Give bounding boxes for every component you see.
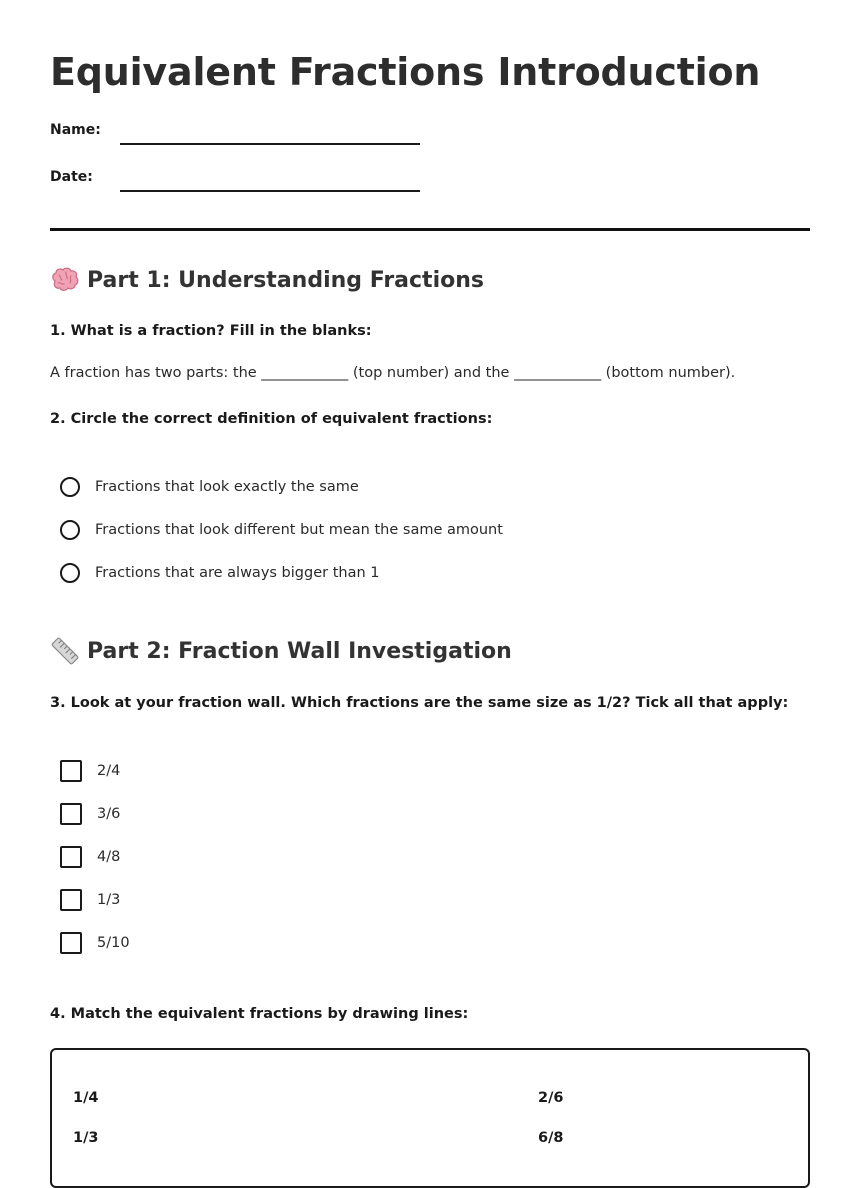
- question-1-prompt: 1. What is a fraction? Fill in the blanks:: [50, 323, 372, 339]
- definition-option-1-label: Fractions that look exactly the same: [95, 479, 359, 495]
- part1-heading: [50, 266, 484, 294]
- checkbox[interactable]: [60, 889, 82, 911]
- checkbox[interactable]: [60, 932, 82, 954]
- fraction-option-label: 1/3: [97, 892, 121, 908]
- fraction-option-label: 4/8: [97, 849, 121, 865]
- question-4-prompt: 4. Match the equivalent fractions by drawing lines:: [50, 1006, 469, 1022]
- fraction-checkbox-option[interactable]: [60, 887, 120, 913]
- date-field-row: [50, 169, 470, 193]
- part2-heading-text: Part 2: Fraction Wall Investigation: [87, 638, 512, 664]
- definition-option-3-label: Fractions that are always bigger than 1: [95, 565, 380, 581]
- page-title: Equivalent Fractions Introduction: [50, 50, 761, 94]
- definition-option-2[interactable]: [60, 517, 503, 543]
- definition-option-3[interactable]: [60, 560, 379, 586]
- fraction-option-label: 2/4: [97, 763, 121, 779]
- definition-option-1[interactable]: [60, 474, 359, 500]
- header-divider: [50, 228, 810, 231]
- name-input-line[interactable]: [120, 143, 420, 145]
- radio-circle[interactable]: [60, 520, 80, 540]
- match-left-item[interactable]: 1/4: [73, 1090, 99, 1106]
- checkbox[interactable]: [60, 760, 82, 782]
- date-label: Date:: [50, 169, 93, 185]
- checkbox[interactable]: [60, 803, 82, 825]
- brain-icon: [50, 266, 80, 294]
- match-right-item[interactable]: 6/8: [538, 1130, 564, 1146]
- question-1-fill-in-text: A fraction has two parts: the ____________ (top number) and the ____________ (bottom number).: [50, 365, 736, 381]
- name-label: Name:: [50, 122, 101, 138]
- fraction-checkbox-option[interactable]: [60, 801, 120, 827]
- fraction-checkbox-option[interactable]: [60, 844, 120, 870]
- question-2-prompt: 2. Circle the correct definition of equivalent fractions:: [50, 411, 493, 427]
- fraction-option-label: 5/10: [97, 935, 130, 951]
- match-right-item[interactable]: 2/6: [538, 1090, 564, 1106]
- fraction-checkbox-option[interactable]: [60, 930, 130, 956]
- date-input-line[interactable]: [120, 190, 420, 192]
- part1-heading-text: Part 1: Understanding Fractions: [87, 267, 484, 293]
- checkbox[interactable]: [60, 846, 82, 868]
- ruler-icon: [50, 637, 80, 665]
- match-left-item[interactable]: 1/3: [73, 1130, 99, 1146]
- definition-option-2-label: Fractions that look different but mean the same amount: [95, 522, 503, 538]
- question-3-prompt: 3. Look at your fraction wall. Which fractions are the same size as 1/2? Tick all that apply:: [50, 695, 789, 711]
- radio-circle[interactable]: [60, 563, 80, 583]
- fraction-option-label: 3/6: [97, 806, 121, 822]
- name-field-row: [50, 122, 470, 146]
- radio-circle[interactable]: [60, 477, 80, 497]
- part2-heading: [50, 637, 512, 665]
- fraction-checkbox-option[interactable]: [60, 758, 120, 784]
- matching-box[interactable]: [50, 1048, 810, 1188]
